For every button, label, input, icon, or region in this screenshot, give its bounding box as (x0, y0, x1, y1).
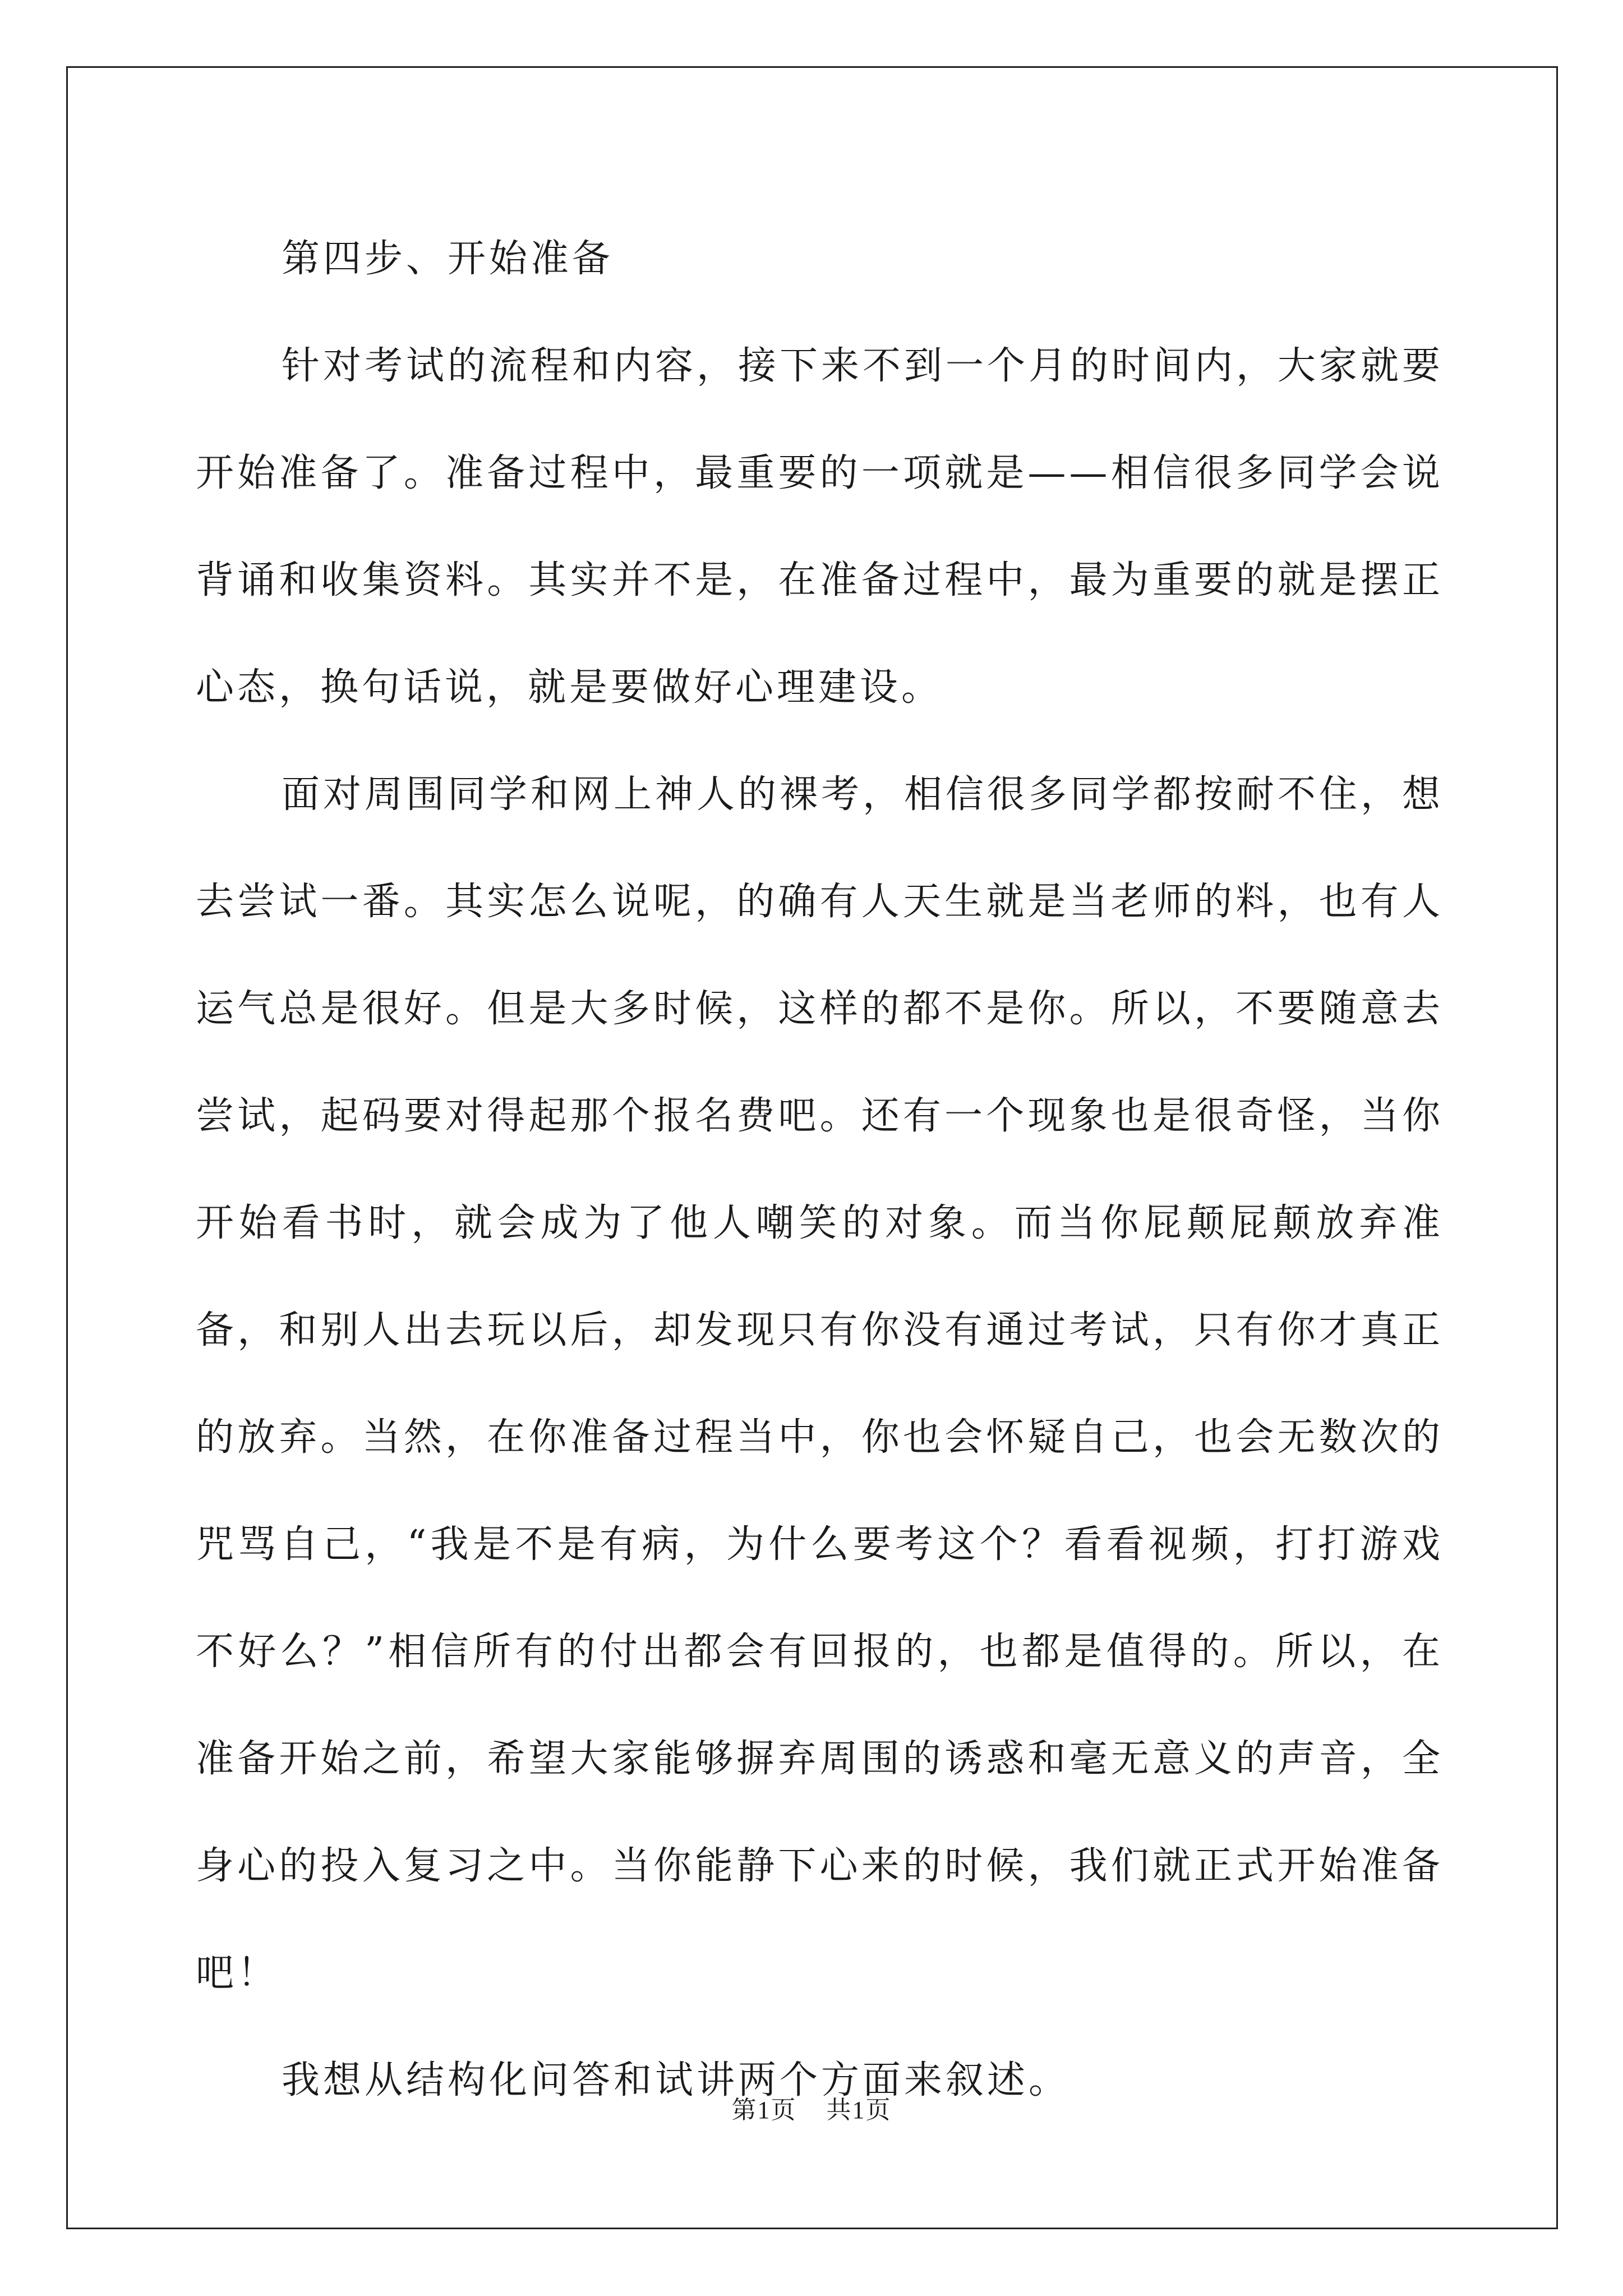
page-number: 第1页 (731, 2096, 797, 2124)
page-total: 共1页 (826, 2096, 892, 2124)
paragraph-2: 面对周围同学和网上神人的裸考，相信很多同学都按耐不住，想去尝试一番。其实怎么说呢，的确有人天生就是当老师的料，也有人运气总是很好。但是大多时候，这样的都不是你。所以，不要随意去尝试，起码要对得起那个报名费吧。还有一个现象也是很奇怪，当你开始看书时，就会成为了他人嘲笑的对象。而当你屁颠屁颠放弃准备，和别人出去玩以后，却发现只有你没有通过考试，只有你才真正的放弃。当然，在你准备过程当中，你也会怀疑自己，也会无数次的咒骂自己，“我是不是有病，为什么要考这个？看看视频，打打游戏不好么？”相信所有的付出都会有回报的，也都是值得的。所以，在准备开始之前，希望大家能够摒弃周围的诱惑和毫无意义的声音，全身心的投入复习之中。当你能静下心来的时候，我们就正式开始准备吧！ (196, 772, 1444, 1995)
paragraph-1: 针对考试的流程和内容，接下来不到一个月的时间内，大家就要开始准备了。准备过程中，最重要的一项就是——相信很多同学会说背诵和收集资料。其实并不是，在准备过程中，最为重要的就是摆正心态，换句话说，就是要做好心理建设。 (196, 344, 1444, 710)
page-footer (0, 2090, 1623, 2125)
document-body (196, 205, 1444, 2134)
section-heading: 第四步、开始准备 (282, 237, 614, 281)
paragraph-3: 我想从结构化问答和试讲两个方面来叙述。 (282, 2058, 1071, 2102)
